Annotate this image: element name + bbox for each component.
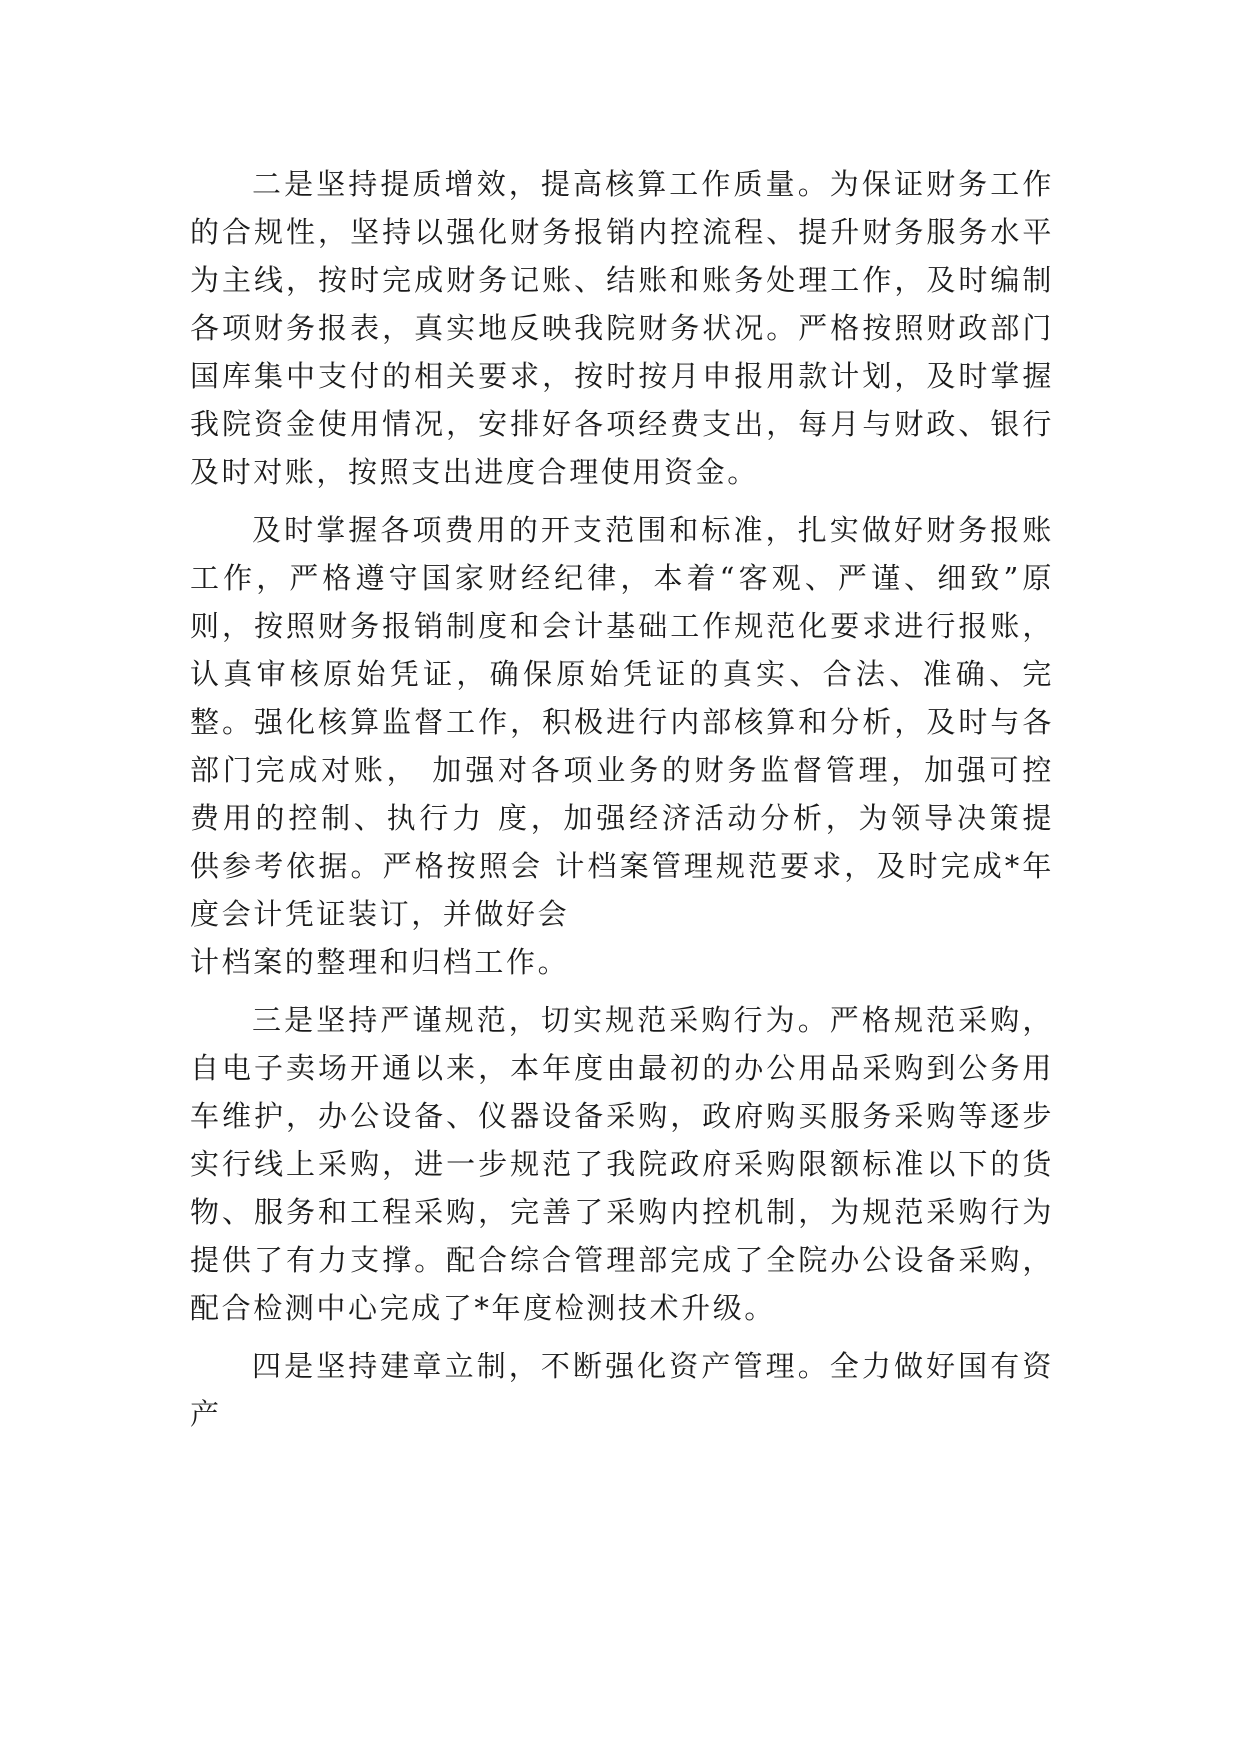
- paragraph-asset-management: 四是坚持建章立制，不断强化资产管理。全力做好国有资产: [190, 1349, 1054, 1431]
- document-body: [190, 160, 1054, 1438]
- paragraph-archive-continuation: 计档案的整理和归档工作。: [190, 945, 570, 979]
- paragraph-accounting-quality: 二是坚持提质增效，提高核算工作质量。为保证财务工作的合规性，坚持以强化财务报销内控流程、提升财务服务水平为主线，按时完成财务记账、结账和账务处理工作，及时编制各项财务报表，真实地反映我院财务状况。严格按照财政部门国库集中支付的相关要求，按时按月申报用款计划，及时掌握我院资金使用情况，安排好各项经费支出，每月与财政、银行及时对账，按照支出进度合理使用资金。: [190, 167, 1054, 489]
- paragraph-procurement: 三是坚持严谨规范，切实规范采购行为。严格规范采购，自电子卖场开通以来，本年度由最初的办公用品采购到公务用车维护，办公设备、仪器设备采购，政府购买服务采购等逐步实行线上采购，进一步规范了我院政府采购限额标准以下的货物、服务和工程采购，完善了采购内控机制，为规范采购行为提供了有力支撑。配合综合管理部完成了全院办公设备采购，配合检测中心完成了*年度检测技术升级。: [190, 1003, 1054, 1325]
- paragraph-reimbursement: 及时掌握各项费用的开支范围和标准，扎实做好财务报账工作，严格遵守国家财经纪律，本着“客观、严谨、细致”原则，按照财务报销制度和会计基础工作规范化要求进行报账，认真审核原始凭证，确保原始凭证的真实、合法、准确、完整。强化核算监督工作，积极进行内部核算和分析，及时与各部门完成对账， 加强对各项业务的财务监督管理，加强可控费用的控制、执行力 度，加强经济活动分析，为领导决策提供参考依据。严格按照会 计档案管理规范要求，及时完成*年度会计凭证装订，并做好会: [190, 513, 1054, 931]
